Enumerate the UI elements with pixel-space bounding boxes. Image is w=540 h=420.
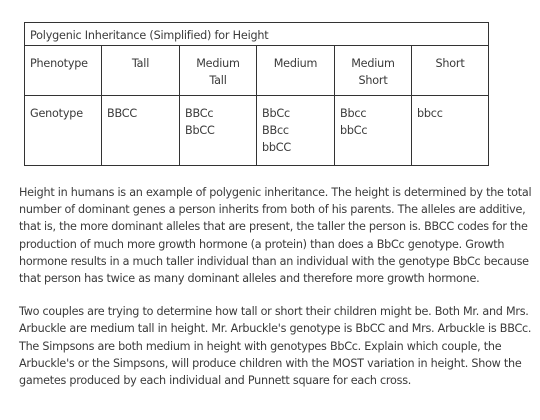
- genotype-text: BBCC: [107, 107, 137, 120]
- genotype-cell-medium: [257, 96, 335, 166]
- paragraph-line: Arbuckle's or the Simpsons, will produce children with the MOST variation in height. Show the: [19, 356, 522, 370]
- inheritance-table-container: [24, 22, 488, 166]
- phenotype-text: Tall: [131, 57, 150, 70]
- paragraph-line: Arbuckle are medium tall in height. Mr. Arbuckle's genotype is BbCC and Mrs. Arbuckle is BBCc.: [19, 322, 532, 336]
- genotype-cell-medium-short: [335, 96, 412, 166]
- genotype-row: [25, 96, 489, 166]
- table-title-row: [25, 23, 489, 46]
- paragraph-line: that person has twice as many dominant alleles and therefore more growth hormone.: [19, 272, 480, 286]
- paragraph-intro: [19, 184, 537, 287]
- genotype-cell-short: [412, 96, 489, 166]
- phenotype-text: Short: [358, 74, 388, 87]
- genotype-cell-medium-tall: [180, 96, 257, 166]
- phenotype-text: Tall: [209, 74, 227, 87]
- phenotype-row: [25, 46, 489, 96]
- paragraph-question: [19, 303, 537, 389]
- genotype-text: BBcc: [262, 124, 289, 137]
- genotype-text: bbCc: [340, 124, 368, 137]
- polygenic-inheritance-table: [24, 22, 489, 166]
- phenotype-text: Short: [435, 57, 465, 70]
- paragraph-line: hormone results in a much taller individual than an individual with the genotype BbCc because: [19, 254, 529, 268]
- genotype-text: bbcc: [417, 107, 443, 120]
- genotype-label: Genotype: [25, 96, 102, 166]
- phenotype-text: Medium: [196, 57, 240, 70]
- phenotype-cell-medium-short: [335, 46, 412, 96]
- genotype-text: Bbcc: [340, 107, 367, 120]
- genotype-text: BbCc: [262, 107, 290, 120]
- paragraph-line: number of dominant genes a person inherits from both of his parents. The alleles are additive,: [19, 203, 526, 217]
- genotype-text: BbCC: [185, 124, 215, 137]
- genotype-cell-tall: [102, 96, 180, 166]
- paragraph-line: Two couples are trying to determine how tall or short their children might be. Both Mr. and Mrs.: [19, 305, 529, 319]
- paragraph-line: production of much more growth hormone (a protein) than does a BbCc genotype. Growth: [19, 237, 505, 251]
- phenotype-label: Phenotype: [25, 46, 102, 96]
- genotype-text: bbCC: [262, 141, 292, 154]
- body-text: [19, 184, 537, 389]
- paragraph-line: gametes produced by each individual and Punnett square for each cross.: [19, 374, 412, 388]
- phenotype-cell-short: [412, 46, 489, 96]
- table-title: Polygenic Inheritance (Simplified) for Height: [25, 23, 489, 46]
- phenotype-cell-tall: [102, 46, 180, 96]
- genotype-text: BBCc: [185, 107, 214, 120]
- phenotype-text: Medium: [273, 57, 318, 70]
- paragraph-line: that is, the more dominant alleles that are present, the taller the person is. BBCC codes for the: [19, 220, 528, 234]
- paragraph-line: The Simpsons are both medium in height with genotypes BbCc. Explain which couple, the: [19, 339, 502, 353]
- phenotype-cell-medium-tall: [180, 46, 257, 96]
- phenotype-cell-medium: [257, 46, 335, 96]
- phenotype-text: Medium: [351, 57, 395, 70]
- paragraph-line: Height in humans is an example of polygenic inheritance. The height is determined by the total: [19, 186, 532, 199]
